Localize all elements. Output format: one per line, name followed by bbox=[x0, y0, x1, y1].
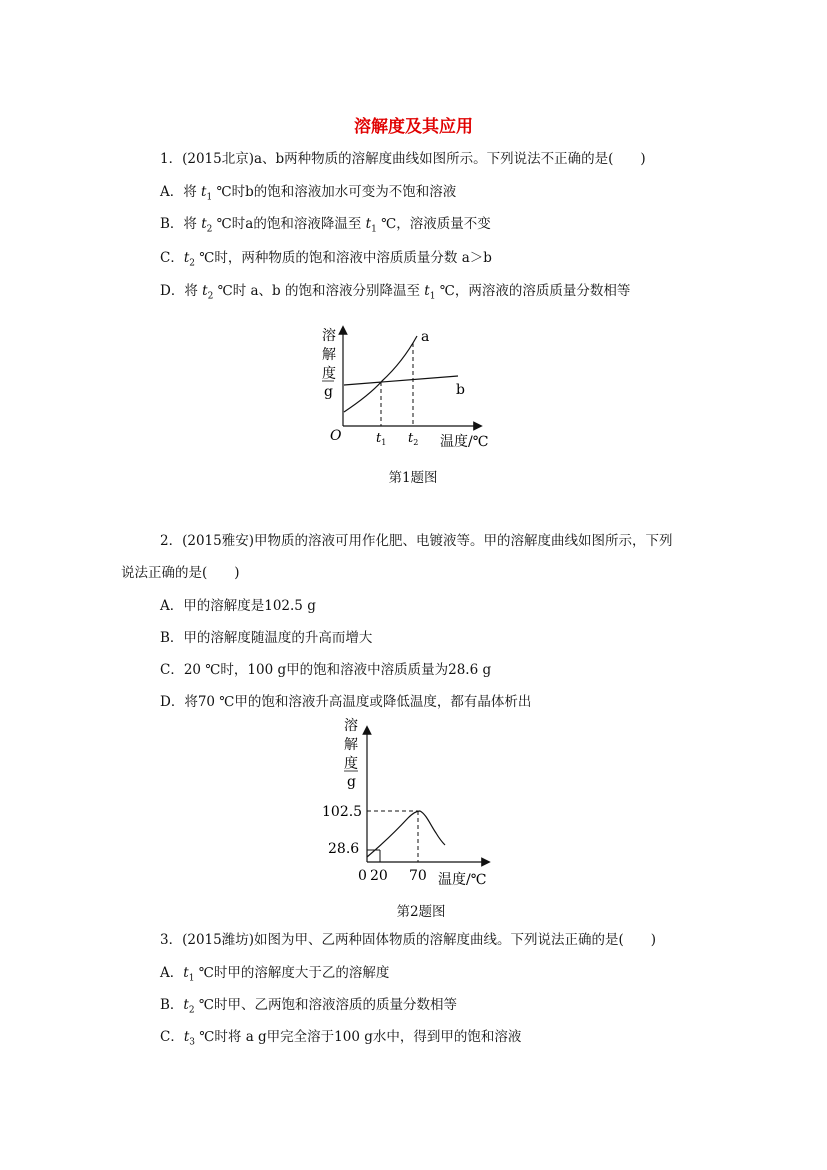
x-value-70: 70 bbox=[409, 868, 427, 884]
q1-solubility-figure bbox=[310, 318, 510, 458]
q2-solubility-figure bbox=[320, 714, 510, 892]
q1-figure-caption: 第1题图 bbox=[388, 470, 438, 486]
y-value-28-6: 28.6 bbox=[328, 841, 360, 857]
q3-option-b: B．$t_2$ ℃时甲、乙两饱和溶液溶质的质量分数相等 bbox=[160, 997, 457, 1016]
curve-a-label: a bbox=[421, 329, 430, 345]
q1-stem: 1．(2015北京)a、b两种物质的溶解度曲线如图所示。下列说法不正确的是( ) bbox=[160, 151, 646, 167]
y-label-2: 解 bbox=[322, 347, 336, 363]
y-label-1: 溶 bbox=[322, 328, 336, 344]
y-label-4: g bbox=[324, 384, 333, 400]
curve-a bbox=[344, 336, 417, 412]
q2-stem-line1: 2．(2015雅安)甲物质的溶液可用作化肥、电镀液等。甲的溶解度曲线如图所示，下列 bbox=[160, 533, 673, 549]
q3-option-a: A．$t_1$ ℃时甲的溶解度大于乙的溶解度 bbox=[160, 965, 390, 984]
q2-option-c: C．20 ℃时，100 g甲的饱和溶液中溶质质量为28.6 g bbox=[160, 662, 492, 678]
x-axis-label: 温度/℃ bbox=[438, 872, 487, 888]
page-title: 溶解度及其应用 bbox=[354, 117, 473, 137]
y-label-3: 度 bbox=[344, 756, 358, 772]
x-axis-label: 温度/℃ bbox=[440, 434, 489, 450]
q1-option-b: B．将 $t_2$ ℃时a的饱和溶液降温至 $t_1$ ℃，溶液质量不变 bbox=[160, 216, 491, 235]
q3-option-c: C．$t_3$ ℃时将 a g甲完全溶于100 g水中，得到甲的饱和溶液 bbox=[160, 1029, 522, 1048]
curve-b bbox=[344, 376, 458, 385]
y-label-2: 解 bbox=[344, 737, 358, 753]
q2-figure-caption: 第2题图 bbox=[396, 904, 446, 920]
q2-option-a: A．甲的溶解度是102.5 g bbox=[160, 598, 316, 614]
y-label-4: g bbox=[347, 774, 356, 790]
q1-option-c: C．$t_2$ ℃时，两种物质的饱和溶液中溶质质量分数 a＞b bbox=[160, 250, 492, 269]
q1-option-d: D．将 $t_2$ ℃时 a、b 的饱和溶液分别降温至 $t_1$ ℃，两溶液的溶质质量分数相等 bbox=[160, 283, 631, 302]
q2-option-b: B．甲的溶解度随温度的升高而增大 bbox=[160, 630, 373, 646]
tick-t2: $t_2$ bbox=[408, 431, 419, 447]
q1-option-a: A．将 $t_1$ ℃时b的饱和溶液加水可变为不饱和溶液 bbox=[160, 184, 457, 203]
curve-b-label: b bbox=[456, 382, 465, 398]
q2-stem-line2: 说法正确的是( ) bbox=[121, 565, 240, 581]
x-value-20: 20 bbox=[370, 868, 388, 884]
y-label-3: 度 bbox=[322, 366, 336, 382]
origin-label: O bbox=[330, 428, 342, 444]
y-value-102-5: 102.5 bbox=[322, 804, 363, 820]
y-label-1: 溶 bbox=[344, 718, 358, 734]
tick-t1: $t_1$ bbox=[376, 431, 387, 447]
origin-label: 0 bbox=[358, 868, 367, 884]
q3-stem: 3．(2015潍坊)如图为甲、乙两种固体物质的溶解度曲线。下列说法正确的是( ) bbox=[160, 932, 657, 948]
q2-option-d: D．将70 ℃甲的饱和溶液升高温度或降低温度，都有晶体析出 bbox=[160, 694, 532, 710]
